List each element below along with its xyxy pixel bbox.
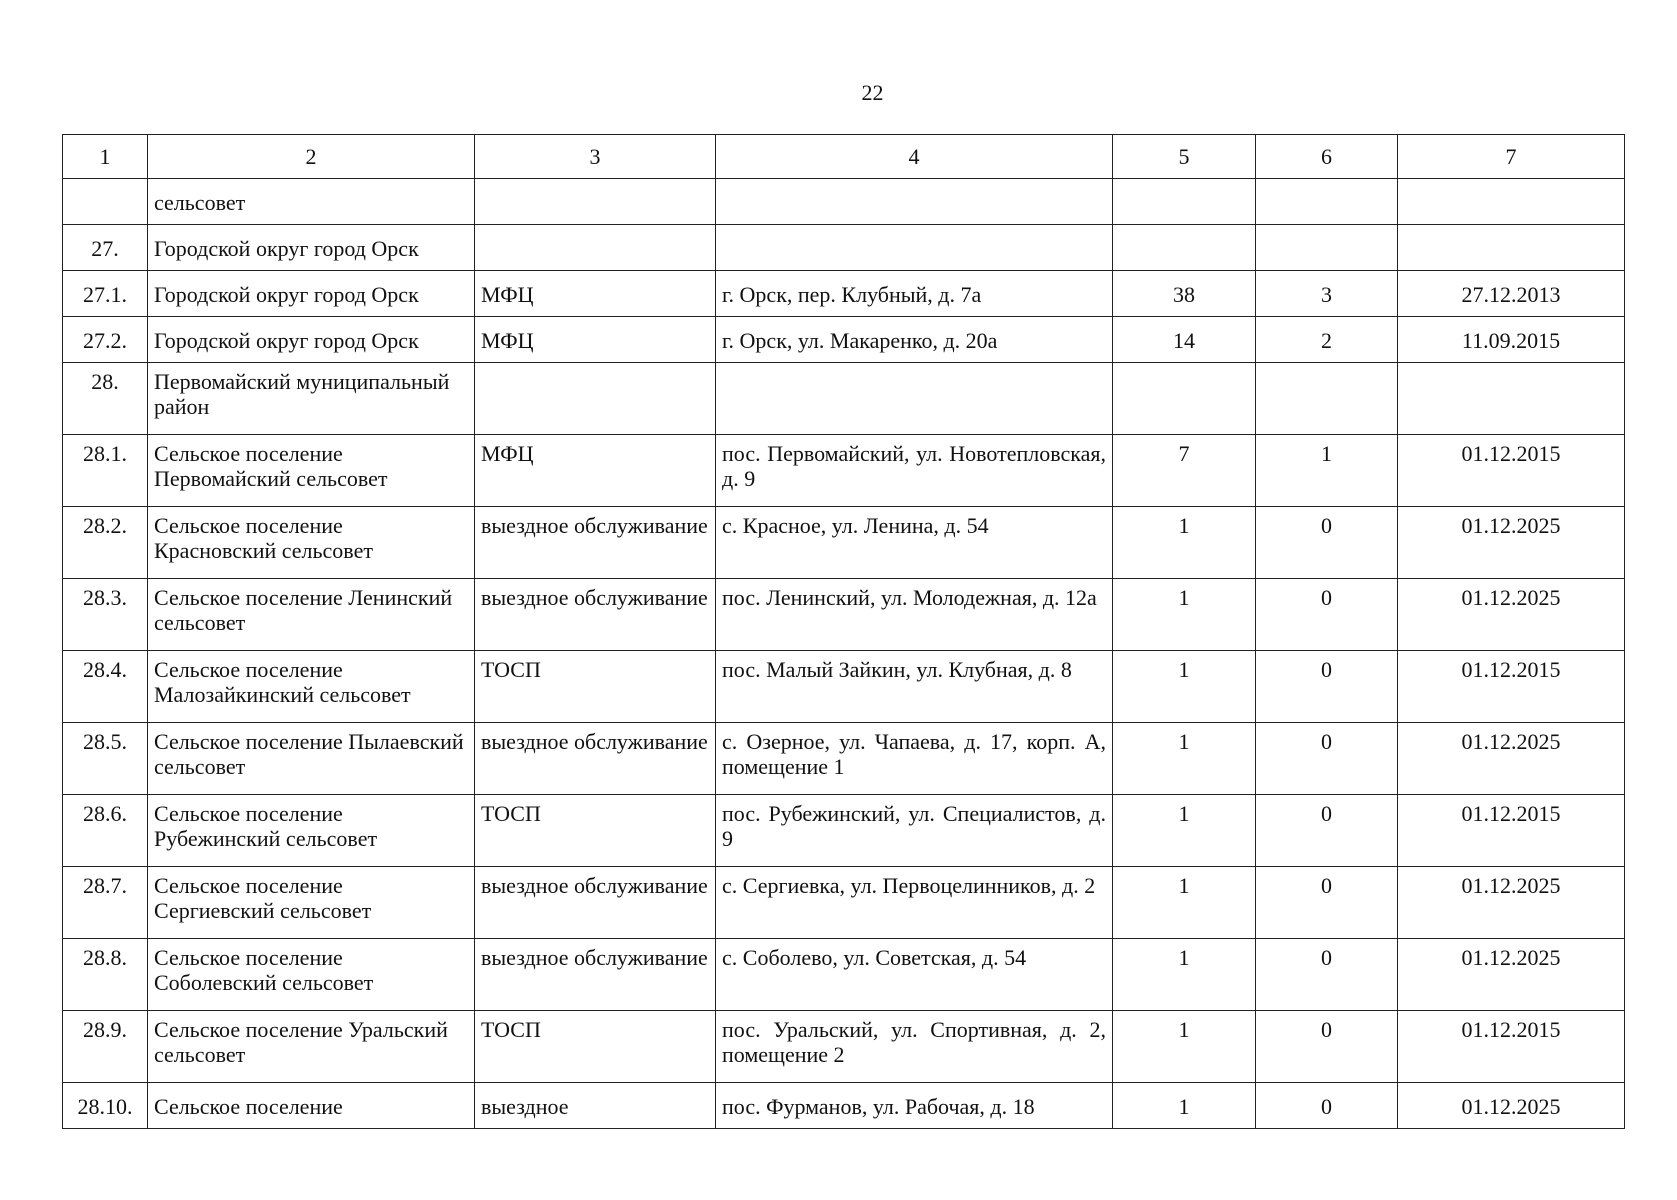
service-type-cell: выездное bbox=[475, 1083, 716, 1129]
date-cell: 27.12.2013 bbox=[1398, 271, 1625, 317]
row-number-cell: 28.3. bbox=[63, 579, 148, 651]
table-row bbox=[63, 271, 1625, 317]
address-cell: пос. Ленинский, ул. Молодежная, д. 12а bbox=[716, 579, 1113, 651]
date-cell: 01.12.2025 bbox=[1398, 1083, 1625, 1129]
address-cell: пос. Фурманов, ул. Рабочая, д. 18 bbox=[716, 1083, 1113, 1129]
header-cell-7: 7 bbox=[1398, 135, 1625, 179]
service-type-cell bbox=[475, 179, 716, 225]
date-cell: 01.12.2015 bbox=[1398, 651, 1625, 723]
table-row bbox=[63, 435, 1625, 507]
row-number-cell bbox=[63, 179, 148, 225]
municipality-cell: Городской округ город Орск bbox=[148, 225, 475, 271]
municipality-cell: Сельское поселение Красновский сельсовет bbox=[148, 507, 475, 579]
column-5-cell: 1 bbox=[1113, 723, 1256, 795]
column-5-cell bbox=[1113, 179, 1256, 225]
date-cell: 01.12.2015 bbox=[1398, 1011, 1625, 1083]
row-number-cell: 28.4. bbox=[63, 651, 148, 723]
address-cell bbox=[716, 225, 1113, 271]
municipality-cell: Сельское поселение Рубежинский сельсовет bbox=[148, 795, 475, 867]
row-number-cell: 27.2. bbox=[63, 317, 148, 363]
table-row bbox=[63, 651, 1625, 723]
column-5-cell: 1 bbox=[1113, 507, 1256, 579]
header-cell-1: 1 bbox=[63, 135, 148, 179]
date-cell: 01.12.2025 bbox=[1398, 579, 1625, 651]
address-cell: с. Озерное, ул. Чапаева, д. 17, корп. А, помещение 1 bbox=[716, 723, 1113, 795]
header-cell-3: 3 bbox=[475, 135, 716, 179]
column-5-cell: 1 bbox=[1113, 795, 1256, 867]
service-type-cell bbox=[475, 225, 716, 271]
header-cell-2: 2 bbox=[148, 135, 475, 179]
column-6-cell: 0 bbox=[1256, 1011, 1398, 1083]
row-number-cell: 28.9. bbox=[63, 1011, 148, 1083]
service-type-cell bbox=[475, 363, 716, 435]
row-number-cell: 28. bbox=[63, 363, 148, 435]
municipality-cell: Сельское поселение Пылаевский сельсовет bbox=[148, 723, 475, 795]
row-number-cell: 28.8. bbox=[63, 939, 148, 1011]
table-row bbox=[63, 579, 1625, 651]
address-cell bbox=[716, 363, 1113, 435]
municipality-cell: сельсовет bbox=[148, 179, 475, 225]
header-cell-5: 5 bbox=[1113, 135, 1256, 179]
column-6-cell: 0 bbox=[1256, 1083, 1398, 1129]
address-cell: пос. Малый Зайкин, ул. Клубная, д. 8 bbox=[716, 651, 1113, 723]
column-5-cell: 1 bbox=[1113, 1011, 1256, 1083]
date-cell bbox=[1398, 363, 1625, 435]
address-cell: пос. Уральский, ул. Спортивная, д. 2, помещение 2 bbox=[716, 1011, 1113, 1083]
column-5-cell: 1 bbox=[1113, 1083, 1256, 1129]
date-cell: 01.12.2025 bbox=[1398, 507, 1625, 579]
service-type-cell: МФЦ bbox=[475, 271, 716, 317]
address-cell: пос. Первомайский, ул. Новотепловская, д. 9 bbox=[716, 435, 1113, 507]
row-number-cell: 28.2. bbox=[63, 507, 148, 579]
date-cell: 01.12.2015 bbox=[1398, 795, 1625, 867]
column-5-cell: 1 bbox=[1113, 579, 1256, 651]
date-cell bbox=[1398, 225, 1625, 271]
row-number-cell: 28.7. bbox=[63, 867, 148, 939]
column-5-cell: 1 bbox=[1113, 651, 1256, 723]
column-6-cell bbox=[1256, 225, 1398, 271]
column-5-cell: 7 bbox=[1113, 435, 1256, 507]
municipality-cell: Сельское поселение Ленинский сельсовет bbox=[148, 579, 475, 651]
column-6-cell: 1 bbox=[1256, 435, 1398, 507]
date-cell bbox=[1398, 179, 1625, 225]
municipality-cell: Городской округ город Орск bbox=[148, 317, 475, 363]
service-type-cell: выездное обслуживание bbox=[475, 867, 716, 939]
column-5-cell: 1 bbox=[1113, 939, 1256, 1011]
table-row bbox=[63, 317, 1625, 363]
service-type-cell: выездное обслуживание bbox=[475, 507, 716, 579]
date-cell: 11.09.2015 bbox=[1398, 317, 1625, 363]
address-cell: с. Соболево, ул. Советская, д. 54 bbox=[716, 939, 1113, 1011]
service-type-cell: МФЦ bbox=[475, 435, 716, 507]
column-6-cell: 2 bbox=[1256, 317, 1398, 363]
address-cell: г. Орск, пер. Клубный, д. 7а bbox=[716, 271, 1113, 317]
table-row bbox=[63, 723, 1625, 795]
table-row bbox=[63, 507, 1625, 579]
municipality-cell: Первомайский муниципальный район bbox=[148, 363, 475, 435]
column-6-cell: 0 bbox=[1256, 867, 1398, 939]
column-6-cell: 0 bbox=[1256, 651, 1398, 723]
row-number-cell: 28.6. bbox=[63, 795, 148, 867]
table-body bbox=[63, 135, 1625, 1129]
table-row bbox=[63, 179, 1625, 225]
date-cell: 01.12.2025 bbox=[1398, 723, 1625, 795]
page-number: 22 bbox=[861, 80, 884, 105]
column-6-cell: 3 bbox=[1256, 271, 1398, 317]
date-cell: 01.12.2015 bbox=[1398, 435, 1625, 507]
column-5-cell bbox=[1113, 225, 1256, 271]
column-5-cell: 14 bbox=[1113, 317, 1256, 363]
table-row bbox=[63, 1011, 1625, 1083]
table-row bbox=[63, 1083, 1625, 1129]
row-number-cell: 27. bbox=[63, 225, 148, 271]
column-6-cell: 0 bbox=[1256, 507, 1398, 579]
column-6-cell: 0 bbox=[1256, 723, 1398, 795]
service-type-cell: ТОСП bbox=[475, 1011, 716, 1083]
municipality-cell: Сельское поселение bbox=[148, 1083, 475, 1129]
column-6-cell: 0 bbox=[1256, 579, 1398, 651]
address-cell: пос. Рубежинский, ул. Специалистов, д. 9 bbox=[716, 795, 1113, 867]
row-number-cell: 28.1. bbox=[63, 435, 148, 507]
column-5-cell: 1 bbox=[1113, 867, 1256, 939]
column-6-cell: 0 bbox=[1256, 939, 1398, 1011]
service-type-cell: выездное обслуживание bbox=[475, 723, 716, 795]
column-6-cell bbox=[1256, 179, 1398, 225]
service-type-cell: выездное обслуживание bbox=[475, 579, 716, 651]
row-number-cell: 27.1. bbox=[63, 271, 148, 317]
municipality-cell: Сельское поселение Соболевский сельсовет bbox=[148, 939, 475, 1011]
table-row bbox=[63, 867, 1625, 939]
header-cell-6: 6 bbox=[1256, 135, 1398, 179]
municipality-cell: Сельское поселение Первомайский сельсовет bbox=[148, 435, 475, 507]
service-type-cell: выездное обслуживание bbox=[475, 939, 716, 1011]
service-type-cell: МФЦ bbox=[475, 317, 716, 363]
row-number-cell: 28.10. bbox=[63, 1083, 148, 1129]
municipality-cell: Сельское поселение Малозайкинский сельсовет bbox=[148, 651, 475, 723]
table-row bbox=[63, 225, 1625, 271]
table-row bbox=[63, 363, 1625, 435]
address-cell: с. Красное, ул. Ленина, д. 54 bbox=[716, 507, 1113, 579]
address-cell: г. Орск, ул. Макаренко, д. 20а bbox=[716, 317, 1113, 363]
date-cell: 01.12.2025 bbox=[1398, 867, 1625, 939]
municipality-cell: Сельское поселение Уральский сельсовет bbox=[148, 1011, 475, 1083]
address-cell bbox=[716, 179, 1113, 225]
municipality-cell: Сельское поселение Сергиевский сельсовет bbox=[148, 867, 475, 939]
column-5-cell bbox=[1113, 363, 1256, 435]
service-type-cell: ТОСП bbox=[475, 795, 716, 867]
address-cell: с. Сергиевка, ул. Первоцелинников, д. 2 bbox=[716, 867, 1113, 939]
row-number-cell: 28.5. bbox=[63, 723, 148, 795]
column-5-cell: 38 bbox=[1113, 271, 1256, 317]
register-table bbox=[62, 134, 1625, 1129]
date-cell: 01.12.2025 bbox=[1398, 939, 1625, 1011]
table-row bbox=[63, 939, 1625, 1011]
column-6-cell bbox=[1256, 363, 1398, 435]
header-cell-4: 4 bbox=[716, 135, 1113, 179]
table-row bbox=[63, 795, 1625, 867]
municipality-cell: Городской округ город Орск bbox=[148, 271, 475, 317]
column-6-cell: 0 bbox=[1256, 795, 1398, 867]
header-row bbox=[63, 135, 1625, 179]
service-type-cell: ТОСП bbox=[475, 651, 716, 723]
